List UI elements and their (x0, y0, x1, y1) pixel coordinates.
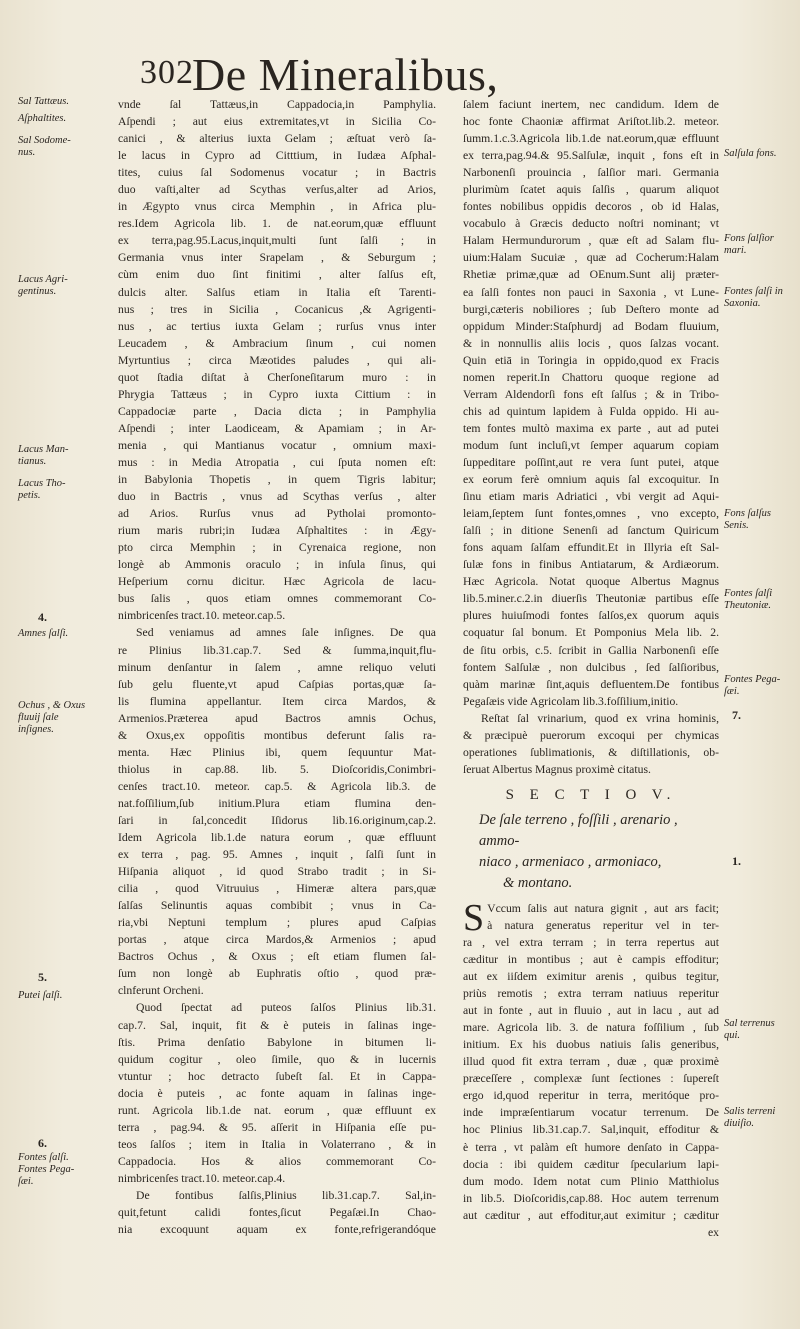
text-line: nat.foſſilium,ſub initium.Plura etiam flumina den- (118, 796, 436, 810)
margin-note: Salis terreni diuiſio. (724, 1106, 776, 1129)
text-line: nomen reperit.In Chattoru quoque regione ad (463, 370, 719, 384)
text-line: ra , vel extra terram ; in terra repertus aut (463, 935, 719, 949)
margin-note: Fontes Pega-ſæi. (724, 674, 781, 697)
text-line: ſub gelu fluente,vt apud Caſpias portas,quæ ſa- (118, 677, 436, 691)
margin-note: Fons ſalſior mari. (724, 233, 774, 256)
text-line: ad Arios. Rurſus vnus ad Pytholai promonto- (118, 507, 436, 521)
text-line: re Plinius lib.31.cap.7. Sed & ſumma,inquit,flu- (118, 643, 436, 657)
text-line: terra , pag.94. & 95. aſſerit in Hiſpania eſſe pu- (118, 1120, 436, 1134)
text-line: ſeruat Albertus Magnus proximè citatus. (463, 762, 651, 776)
text-line: nus , ac tertius iuxta Gelam ; rurſus vnus inter (118, 319, 436, 333)
text-line: quot ſtadia diſtat à Cherſoneſitarum muro : in (118, 370, 436, 384)
text-line: hoc fonte Chaoniæ affirmat Ariſtot.lib.2. meteor. (463, 115, 719, 129)
text-line: vnde ſal Tattæus,in Cappadocia,in Pamphylia. (118, 98, 436, 111)
text-line: fontes nobilibus oppidis decoros , ob id Halas, (463, 200, 719, 214)
margin-note: Lacus Tho-petis. (18, 478, 66, 501)
text-line: ea ſalſi fontes non pauci in Saxonia , vt Lune- (463, 285, 719, 299)
text-line: ex eorum ferè omnium aquis ſal excoquitur. In (463, 473, 719, 487)
text-line: Vccum ſalis aut natura gignit , aut ars facit; (487, 901, 719, 915)
text-line: cap.7. Sal, inquit, fit & è puteis in ſalinas inge- (118, 1018, 436, 1032)
text-line: minum denſantur in ſalem , amne reliquo veluti (118, 660, 436, 674)
text-line: Hiſpania aliquot , id quod Strabo tradit ; in Si- (118, 865, 436, 879)
margin-note: Amnes ſalſi. (18, 628, 69, 639)
text-line: ſum non longè ab Euphratis oſtio , quod præ- (118, 967, 436, 981)
text-line: le lacus in Cypro ad Citttium, in Iudæa Aſphal- (118, 149, 436, 163)
text-line: è terra , vt palàm eſt humore denſato in Cappa- (463, 1140, 719, 1154)
section-heading: S E C T I O V. (505, 786, 677, 803)
margin-note: Fons ſalſus Senis. (724, 508, 771, 531)
text-line: ſari in ſal,concedit Iſidorus lib.16.originum,cap.2. (118, 813, 436, 827)
text-line: quit,fetunt calidi fontes,ſicut Pegaſæi.In Chao- (118, 1206, 436, 1220)
text-line: Quod ſpectat ad puteos ſalſos Plinius lib.31. (136, 1001, 436, 1015)
margin-note: Sal terrenus qui. (724, 1018, 775, 1041)
margin-note: Sal Tattæus. (18, 96, 69, 107)
margin-note: Sal Sodome-nus. (18, 135, 71, 158)
text-line: longè ab Ammonis oraculo ; in inſula ſinus, qui (118, 558, 436, 572)
section-number: 4. (38, 610, 47, 624)
text-line: ſalſas Selinuntis aquas combibit ; vnus in Ca- (118, 899, 436, 913)
text-line: tem fontes multò maxima ex parte , aut ad putei (463, 421, 719, 435)
text-line: plures huiuſmodi fontes ſalſos,ex quorum aquis (463, 609, 719, 623)
text-line: Bactros Ochus , & Oxus ; eſt etiam flumen ſal- (118, 950, 436, 964)
text-line: ria,vbi Neptuni templum ; plures apud Caſpias (118, 916, 436, 930)
text-line: quàm marinæ ſint,aquis defluentem.De fontibus (463, 677, 719, 691)
text-line: ex terra , pag. 95. Amnes , inquit , ſalſi ſunt in (118, 848, 436, 862)
text-line: ſuppeditare poſſint,aut re vera ſunt putei, atque (463, 455, 719, 469)
text-line: ex terra,pag.95.Lacus,inquit,multi ſunt ſalſi ; in (118, 234, 436, 248)
section-subtitle: & montano. (503, 874, 573, 891)
text-line: ſulæ fons in finibus Antiatarum, & Ardiæorum. (463, 558, 719, 572)
text-line: cilia , quod Vitruuius , Himeræ altera pars,quæ (118, 882, 436, 896)
text-line: Germania vnus inter Srapelam , & Seburgum ; (118, 251, 436, 265)
text-line: nimbricenſes tract.10. meteor.cap.4. (118, 1171, 286, 1185)
text-line: burgi,cæteris nobiliores ; ſub Deſtero monte ad (463, 302, 719, 316)
text-line: uium:Halam Sucuiæ , quæ ad Cocherum:Halam (463, 251, 719, 265)
text-line: aut ex iiſdem eximitur arenis , quibus tegitur, (463, 970, 719, 984)
text-line: dulcis alter. Salſus etiam in Italia eſt Tarenti- (118, 285, 436, 299)
text-line: chis ad quintum lapidem à Fulda oppido. Hi au- (463, 404, 719, 418)
text-line: lib.5.miner.c.2.in diuerſis Theutoniæ partibus eſſe (463, 592, 719, 606)
text-line: operationes ſublimationis, & diſtillationis, ob- (463, 745, 719, 759)
text-line: nia excoquunt aquam ex fonte,refrigerandóque (118, 1223, 436, 1237)
text-line: ſtis. Prima denſatio Babylone in bitumen li- (118, 1035, 436, 1049)
section-number: 1. (732, 854, 741, 868)
text-line: duo in Bactris , vnus ad Scythas verſus , alter (118, 490, 436, 504)
right-text-column (463, 96, 719, 1241)
text-line: nimbricenſes tract.10. meteor.cap.5. (118, 609, 286, 623)
text-line: præceſſere , complexæ ſunt ſectiones : ſupereſt (463, 1072, 719, 1086)
text-line: cenſes tract.10. meteor. cap.5. & Agricola lib.3. de (118, 779, 436, 793)
text-line: hoc Plinius lib.31.cap.7. Sal,inquit, effoditur & (463, 1123, 719, 1137)
text-line: mus : in Media Atropatia , cui ſputa nomen eſt: (118, 455, 436, 469)
text-line: bus ſalis , quos etiam omnes commemorant Co- (118, 592, 436, 606)
text-line: cùm enim duo ſint finitimi , alter ſalſus eſt, (118, 268, 436, 282)
text-line: ſumm.1.c.3.Agricola lib.1.de nat.eorum,quæ effluunt (463, 132, 719, 146)
text-line: & Oxus,ex oppoſitis montibus deferunt ſalis ra- (118, 728, 436, 742)
section-number: 7. (732, 708, 741, 722)
text-line: portas , atque circa Mardos,& Armenios ; apud (118, 933, 436, 947)
text-line: fontem Salſulæ , non dulcibus , ſed ſalſioribus, (463, 660, 719, 674)
text-line: docia : ibi quidem cæditur ſpecularium lapi- (463, 1157, 719, 1171)
text-line: aut in fonte , aut in fluuio , aut in lacu , aut ad (463, 1004, 719, 1018)
margin-note: Lacus Agri-gentinus. (18, 274, 68, 297)
text-line: plurimùm ſcatet aquis ſalſis , quarum aliquot (463, 183, 719, 197)
text-line: Sed veniamus ad amnes ſale inſignes. De qua (136, 626, 436, 640)
text-line: res.Idem Agricola lib. 1. de nat.eorum,quæ effluunt (118, 217, 436, 231)
text-line: ſalſi ; in ditione Senenſi ad ſanctum Quiricum (463, 524, 719, 538)
text-line: ergo id,quod reperitur in terra, meritóque pro- (463, 1089, 719, 1103)
left-text-column (118, 96, 436, 1238)
text-line: ſalem faciunt inertem, nec candidum. Idem de (463, 98, 719, 111)
text-line: illud quod fit extra terram , duæ , quæ proximè (463, 1055, 719, 1069)
section-subtitle: niaco , armeniaco , armoniaco, (479, 853, 662, 870)
text-line: inde impræſentiarum vocatur terrenum. De (463, 1106, 719, 1120)
text-line: Quin etiā in Toringia in oppido,quod ex Fracis (463, 353, 719, 367)
text-line: cæditur in montibus ; aut è campis effoditur; (463, 953, 719, 967)
margin-note: Lacus Man-tianus. (18, 444, 69, 467)
margin-note: Putei ſalſi. (18, 990, 63, 1001)
text-line: leiam,ſeptem ſunt fontes,omnes , vno excepto, (463, 507, 719, 521)
text-line: Pegaſæis vide Agricolam lib.3.foſſilium,initio. (463, 694, 679, 708)
text-line: vtuntur ; hoc detracto ſubeſt ſal. Et in Cappa- (118, 1069, 436, 1083)
page-header (0, 48, 800, 98)
text-line: tites, cuius ſal Sodomenus vocatur ; in Bactris (118, 166, 436, 180)
text-line: menia , qui Mantianus vocatur , omnium maxi- (118, 438, 436, 452)
text-line: menta. Hæc Plinius ibi, quem ſequuntur Mat- (118, 745, 436, 759)
text-line: clnferunt Orcheni. (118, 984, 204, 998)
text-line: Cappadocia. Hos & alios commemorant Co- (118, 1154, 436, 1168)
text-line: priùs remotis ; extra terram natiuus reperitur (463, 987, 719, 1001)
text-line: rium maris rubri;in Iudæa Aſphaltites : in Ægy- (118, 524, 436, 538)
text-line: Phrygia Tattæus ; in Cypro iuxta Cittium : in (118, 387, 436, 401)
text-line: De fontibus ſalſis,Plinius lib.31.cap.7. Sal,in- (136, 1189, 436, 1202)
text-line: teos ſalſos ; item in Italia in Volaterrano , & in (118, 1137, 436, 1151)
margin-note: Fontes ſalſi in Saxonia. (724, 286, 783, 309)
section-body (463, 896, 719, 1241)
text-line: pto circa Memphin ; in Cyrenaica regione, non (118, 541, 436, 555)
text-line: lis flumina appellantur. Item circa Mardos, & (118, 694, 436, 708)
page-number: 302 (140, 54, 194, 91)
text-line: duo vaſti,alter ad Scythas verſus,alter ad Arios, (118, 183, 436, 197)
text-line: à natura generatus reperitur vel in ter- (487, 918, 719, 932)
text-line: aut cæditur , aut effoditur,aut eximitur ; cæditur (463, 1208, 719, 1222)
text-line: Reſtat ſal vrinarium, quod ex vrina hominis, (481, 711, 719, 725)
text-line: Verram Aldendorſi fons eſt ſalſus ; & in Tribo- (463, 387, 719, 401)
text-line: Myrtuntius ; circa Mæotides paludes , qui ali- (118, 353, 436, 367)
text-line: thiolus in cap.88. lib. 5. Dioſcoridis,Conimbri- (118, 762, 436, 776)
text-line: in lib.5. Dioſcoridis,cap.88. Hoc autem terrenum (463, 1191, 719, 1205)
section-number: 5. (38, 970, 47, 984)
text-line: fons aquam ſalſam effundit.Et in Illyria eſt Sal- (463, 541, 719, 555)
text-line: initium. Ex his duobus natiuis ſalis generibus, (463, 1038, 719, 1052)
text-line: vocabulo à Græcis deducto noſtri nominant; vt (463, 217, 719, 231)
text-line: coquatur ſal bonum. Et Pomponius Mela lib. 2. (463, 626, 719, 640)
text-line: runt. Agricola lib.1.de nat. eorum , quæ effluunt ex (118, 1103, 436, 1117)
text-line: oppidum Minder:Staſphurdj ad Bodam fluuium, (463, 319, 719, 333)
text-line: Narbonenſi prouincia , ſalſior mari. Germania (463, 166, 719, 180)
text-line: & præcipuè puerorum excoqui per chymicas (463, 728, 719, 742)
text-line: in Babylonia Thopetis , in quem Tigris labitur; (118, 473, 436, 487)
text-line: Armenios.Præterea apud Bactros amnis Ochus, (118, 711, 436, 725)
text-line: in Ægypto vnus circa Memphin , in Africa plu- (118, 200, 436, 214)
margin-note: Fontes ſalſi Theutoniæ. (724, 588, 773, 611)
text-line: Aſpendi ; inter Laodiceam, & Apamiam ; in Ar- (118, 421, 436, 435)
running-head: De Mineralibus, (192, 49, 499, 100)
margin-note: Fontes ſalſi. Fontes Pega-ſæi. (18, 1152, 75, 1187)
text-line: Aſpendi ; aut eius extremitates,vt in Sicilia Co- (118, 115, 436, 129)
text-line: Halam Hermundurorum , quæ eſt ad Salam flu- (463, 234, 719, 248)
text-line: Heſperium cornu dicitur. Hæc Agricola de lacu- (118, 575, 436, 589)
text-line: docia è puteis , ac fonte aquam in ſalinas inge- (118, 1086, 436, 1100)
text-line: & in nonnullis aliis locis , quos ſalzas vocant. (463, 336, 719, 350)
text-line: Leucadem , & Ambracium ſinum , cui nomen (118, 336, 436, 350)
text-line: dum modo. Idem notat cum Plinio Matthiolus (463, 1174, 719, 1188)
text-line: ex terra,pag.94.& 95.Salſulæ, inquit , fons eſt in (463, 149, 719, 163)
text-line: de ſitu orbis, c.5. ſcribit in Gallia Narbonenſi eſſe (463, 643, 719, 657)
text-line: Hæc Agricola. Notat quoque Albertus Magnus (463, 575, 719, 589)
text-line: ſinu etiam maris Adriatici , vbi vergit ad Aqui- (463, 490, 719, 504)
margin-note: Salſula fons. (724, 148, 777, 159)
text-line: mare. Agricola lib. 3. de natura foſſilium , ſub (463, 1021, 719, 1035)
text-line: Rhetiæ primæ,quæ ad OEnum.Sunt alij præter- (463, 268, 719, 282)
text-line: canici , & alterius iuxta Gelam ; æſtuat verò ſa- (118, 132, 436, 146)
margin-note: Aſphaltites. (18, 113, 67, 124)
section-number: 6. (38, 1136, 47, 1150)
text-line: Cappadociæ parte , Dacia dicta ; in Pamphylia (118, 404, 436, 418)
margin-note: Ochus , & Oxus fluuij ſale inſignes. (18, 700, 86, 735)
catchword: ex (707, 1225, 719, 1239)
drop-cap: S (463, 896, 485, 939)
text-line: modum ſunt incluſi,vt ſemper aquarum copiam (463, 438, 719, 452)
text-line: quidum cogitur , oleo ſimile, quo & in lucernis (118, 1052, 436, 1066)
text-line: Idem Agricola lib.1.de natura eorum , quæ effluunt (118, 831, 436, 845)
text-line: nus ; tres in Sicilia , Cocanicus ,& Agrigenti- (118, 302, 436, 316)
section-subtitle: De ſale terreno , foſſili , arenario , ammo- (479, 811, 678, 849)
